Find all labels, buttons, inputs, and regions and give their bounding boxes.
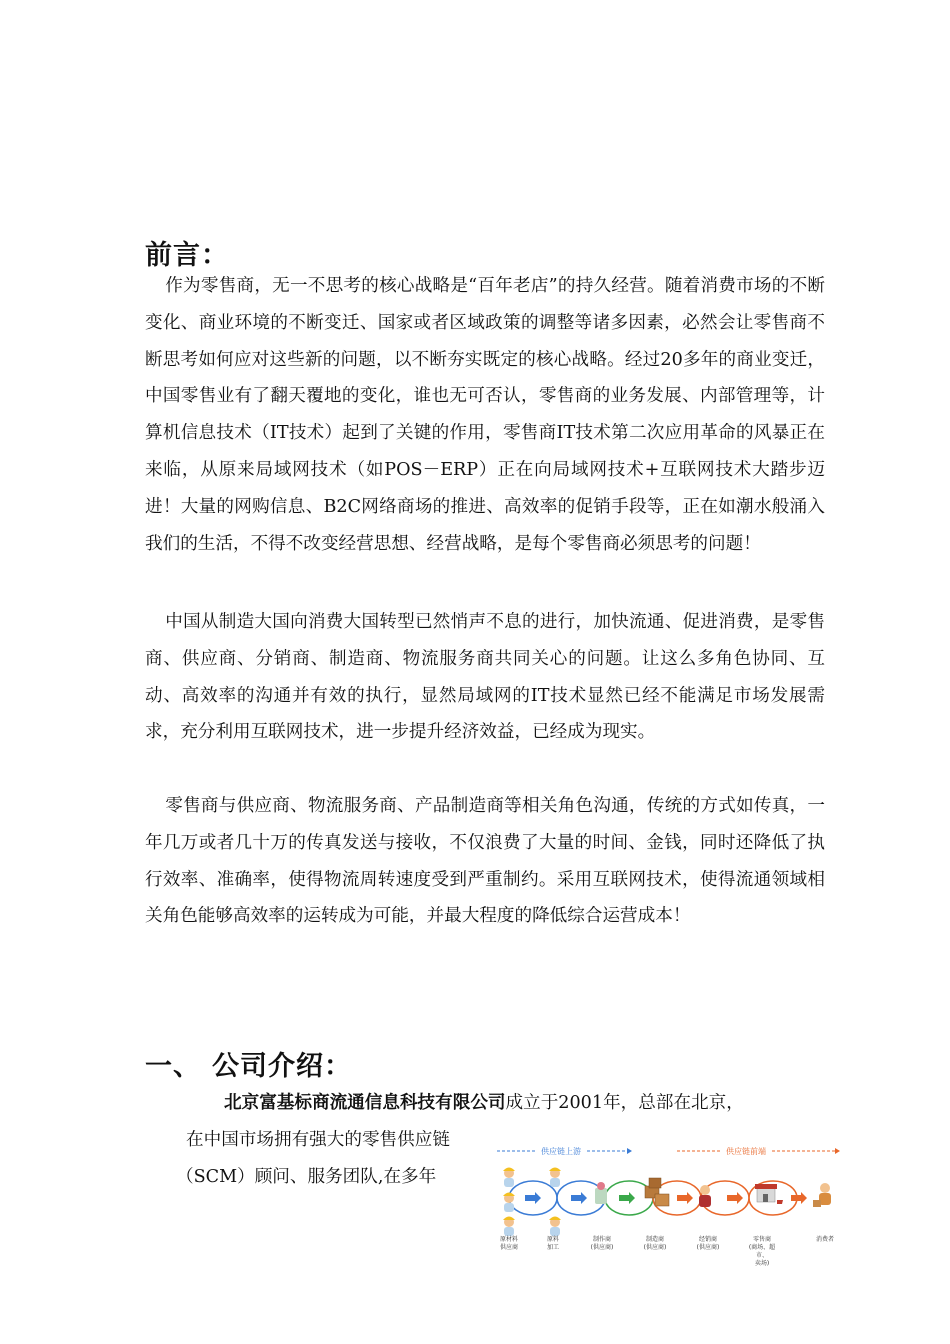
preface-heading: 前言： (145, 240, 229, 271)
node-label: 消费者 (815, 1236, 834, 1243)
worker-icon (503, 1217, 515, 1237)
node-label: 制造商 (供应商) (643, 1236, 667, 1251)
preface-paragraph-2: 中国从制造大国向消费大国转型已然悄声不息的进行，加快流通、促进消费，是零售商、供应商、分销商、制造商、物流服务商共同关心的问题。让这么多角色协同、互动、高效率的沟通并有效的执行，显然局域网的IT技术显然已经不能满足市场发展需求，充分利用互联网技术，进一步提升经济效益，已经成为现实。 (145, 612, 825, 743)
company-intro-line-2: 在中国市场拥有强大的零售供应链 (186, 1130, 450, 1150)
section-title: 公司介绍： (212, 1051, 352, 1082)
node-label: 原料 加工 (546, 1236, 559, 1251)
upstream-label: 供应链上游 (541, 1147, 581, 1156)
node-label: 原材料 供应商 (499, 1236, 518, 1251)
consumer-icon (813, 1183, 831, 1207)
node-label: 制作商 (供应商) (590, 1236, 614, 1251)
section-number: 一、 (145, 1051, 201, 1082)
downstream-label: 供应链前端 (726, 1147, 766, 1156)
company-intro-rest: 成立于2001年，总部在北京， (505, 1093, 744, 1113)
worker-icon (503, 1168, 515, 1188)
worker-icon (549, 1168, 561, 1188)
company-intro-line-3: （SCM）顾问、服务团队,在多年 (176, 1167, 437, 1187)
node-label: 零售商 (商场、超市、 卖场) (748, 1236, 776, 1267)
company-name: 北京富基标商流通信息科技有限公司 (224, 1092, 506, 1113)
worker-icon (549, 1217, 561, 1237)
company-intro-line-1 (224, 1088, 744, 1118)
preface-paragraph-1: 作为零售商，无一不思考的核心战略是“百年老店”的持久经营。随着消费市场的不断变化、商业环境的不断变迁、国家或者区域政策的调整等诸多因素，必然会让零售商不断思考如何应对这些新的问题，以不断夯实既定的核心战略。经过20多年的商业变迁，中国零售业有了翻天覆地的变化，谁也无可否认，零售商的业务发展、内部管理等，计算机信息技术（IT技术）起到了关键的作用，零售商IT技术第二次应用革命的风暴正在来临，从原来局域网技术（如POS－ERP）正在向局域网技术+互联网技术大踏步迈进！大量的网购信息、B2C网络商场的推进、高效率的促销手段等，正在如潮水般涌入我们的生活，不得不改变经营思想、经营战略，是每个零售商必须思考的问题！ (145, 276, 825, 554)
dealer-icon (699, 1185, 711, 1207)
preface-paragraph-3: 零售商与供应商、物流服务商、产品制造商等相关角色沟通，传统的方式如传真，一年几万或者几十万的传真发送与接收，不仅浪费了大量的时间、金钱，同时还降低了执行效率、准确率，使得物流周转速度受到严重制约。采用互联网技术，使得流通领域相关角色能够高效率的运转成为可能，并最大程度的降低综合运营成本！ (145, 796, 825, 927)
boxes-icon (645, 1178, 669, 1206)
node-label: 经销商 (供应商) (696, 1236, 720, 1251)
worker-icon (503, 1193, 515, 1213)
store-icon (755, 1184, 783, 1204)
supply-chain-diagram (495, 1138, 845, 1268)
